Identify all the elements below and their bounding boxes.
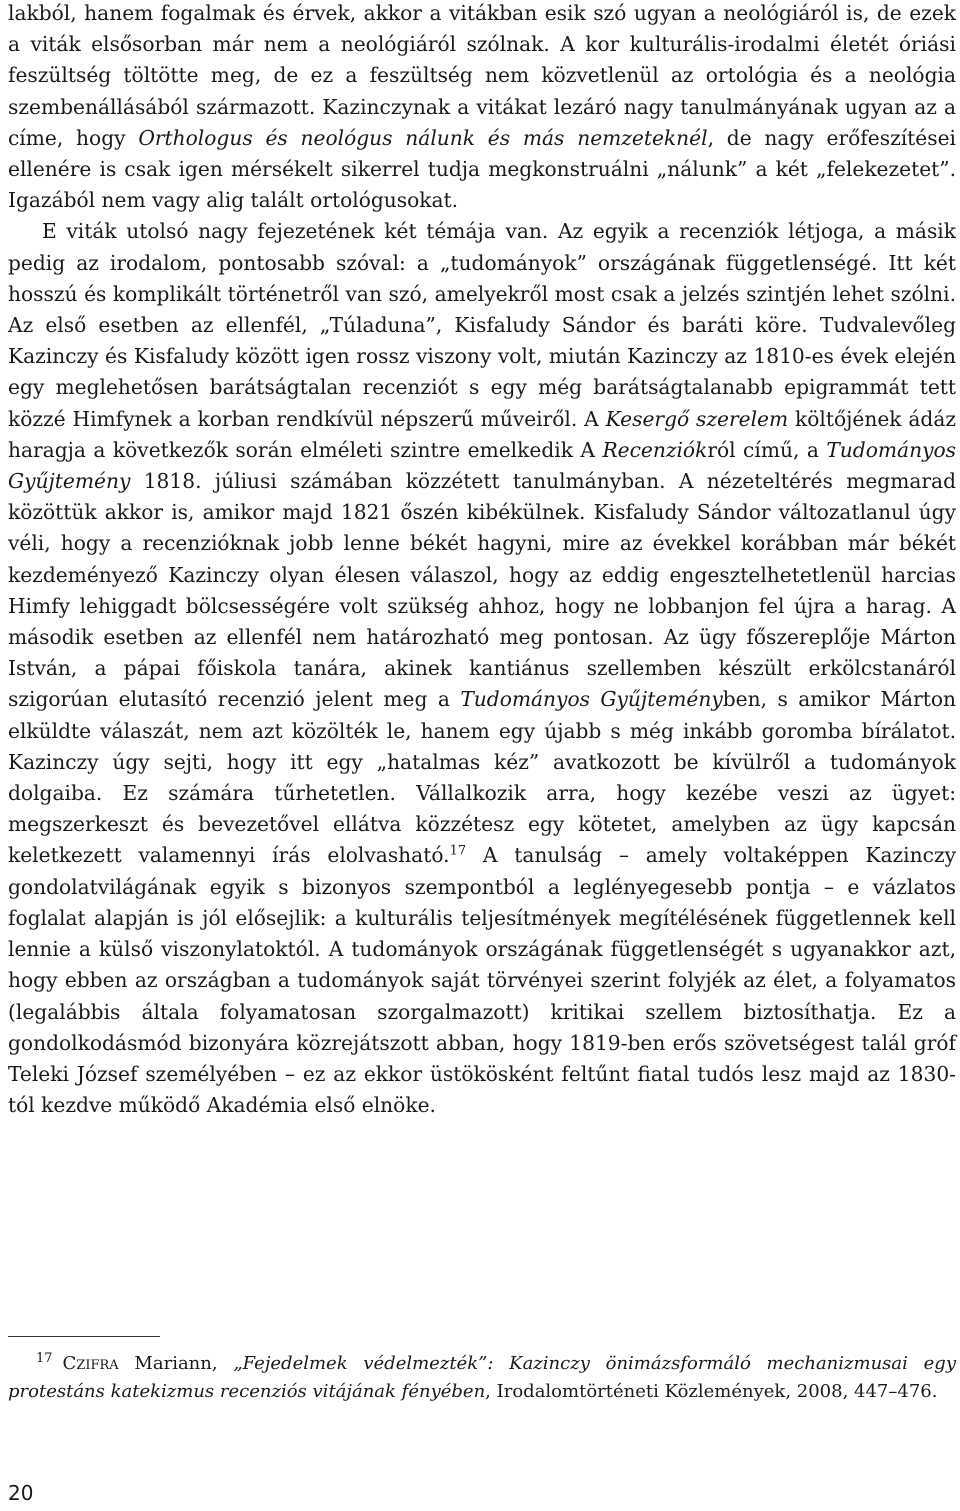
text-run: 1818. júliusi számában közzétett tanulmányban. A nézeteltérés megmarad közöttük akkor is, amikor majd 1821 őszén kibékülnek. Kisfaludy Sándor változatlanul úgy véli, hogy a recenzióknak jobb lenne békét hagyni, mire az évekkel korábban már békét kezdeményező Kazinczy olyan élesen válaszol, hogy az eddig engesztelhetetlenül harcias Himfy lehiggadt bölcsességére volt szükség ahhoz, hogy ne lobbanjon fel újra a harag. A második esetben az ellenfél nem határozható meg pontosan. Az ügy főszereplője Márton István, a pápai főiskola tanára, akinek kantiánus szellemben készült erkölcstanáról szigorúan elutasító recenzió jelent meg a [8,469,956,712]
footnote-divider [8,1336,160,1337]
text-run: ben, s amikor Márton elküldte válaszát, nem azt közölték le, hanem egy újabb s még inkább goromba bírálatot. Kazinczy úgy sejti, hogy itt egy „hatalmas kéz” avatkozott be kívülről a tudományok dolgaiba. Ez számára tűrhetetlen. Vállalkozik arra, hogy kezébe veszi az ügyet: megszerkeszt és bevezetővel ellátva közzétesz egy kötetet, amelyben az ügy kapcsán keletkezett valamennyi írás elolvasható. [8,687,956,868]
italic-title: Tudományos Gyűjtemény [460,687,723,712]
footnote [8,1350,956,1406]
italic-title: Orthologus és neológus nálunk és más nemzeteknél [138,125,708,150]
text-run: , de nagy erőfeszítései ellenére is csak igen mérsékelt sikerrel tudja megkonstruálni „nálunk” a két „felekezetet”. Igazából nem vagy alig talált ortológusokat. [8,125,956,213]
footnote-author-surname: Czifra [62,1353,119,1374]
italic-title: Tudományos Gyűjtemény [8,437,956,494]
text-run: A tanulság – amely voltaképpen Kazinczy gondolatvilágának egyik s bizonyos szempontból a leglényegesebb pontja – e vázlatos foglalat alapján is jól elősejlik: a kulturális teljesítmények megítélésének függetlennek kell lennie a külső viszonylatoktól. A tudományok országának függetlenségét s ugyanakkor azt, hogy ebben az országban a tudományok saját törvényei szerint folyjék az élet, a folyamatos (legalábbis általa folyamatosan szorgalmazott) kritikai szellem biztosíthatja. Ez a gondolkodásmód bizonyára közrejátszott abban, hogy 1819-ben erős szövetségest talál gróf Teleki József személyében – ez az ekkor üstökösként feltűnt fiatal tudós lesz majd az 1830-tól kezdve működő Akadémia első elnöke. [8,843,956,1118]
italic-title: Kesergő szerelem [605,406,789,431]
text-run: E viták utolsó nagy fejezetének két témája van. Az egyik a recenziók létjoga, a másik pedig az irodalom, pontosabb szóval: a „tudományok” országának függetlenségé. Itt két hosszú és komplikált történetről van szó, amelyekről most csak a jelzés szintjén lehet szólni. Az első esetben az ellenfél, „Túladuna”, Kisfaludy Sándor és baráti köre. Tudvalevőleg Kazinczy és Kisfaludy között igen rossz viszony volt, miután Kazinczy az 1810-es évek elején egy meglehetősen barátságtalan recenziót s egy még barátságtalanabb epigrammát tett közzé Himfynek a korban rendkívül népszerű műveiről. A [8,219,956,431]
footnote-number: 17 [36,1351,53,1366]
page-number: 20 [8,1481,34,1505]
footnote-title: „Fejedelmek védelmezték”: Kazinczy önimázsformáló mechanizmusai egy protestáns katekizmus recenziós vitájának fényében [8,1353,956,1402]
footnote-author-given: Mariann, [118,1353,234,1374]
footnote-source: , Irodalomtörténeti Közlemények, 2008, 447–476. [485,1381,938,1402]
italic-title: Recenziók [602,437,708,462]
footnote-reference[interactable]: 17 [449,843,467,859]
paragraph-1 [8,0,956,216]
text-run: ról című, a [707,437,827,462]
text-run: lakból, hanem fogalmak és érvek, akkor a vitákban esik szó ugyan a neológiáról is, de ezek a viták elsősorban már nem a neológiáról szólnak. A kor kulturális-irodalmi életét óriási feszültség töltötte meg, de ez a feszültség nem közvetlenül az ortológia és a neológia szembenállásából származott. Kazinczynak a vitákat lezáró nagy tanulmányának ugyan az a címe, hogy [8,1,956,150]
paragraph-2 [8,216,956,1121]
text-run: költőjének ádáz haragja a következők során elméleti szintre emelkedik A [8,406,956,462]
body-text [8,0,956,1121]
